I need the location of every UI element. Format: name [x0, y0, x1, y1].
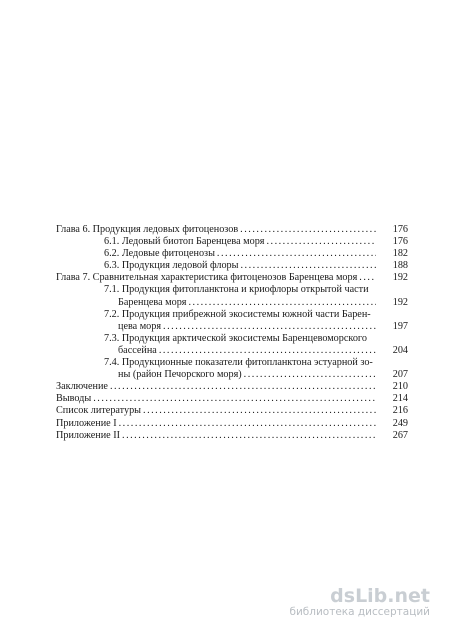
toc-page: 267	[392, 429, 408, 441]
toc-page: 197	[392, 320, 408, 332]
toc-page: 216	[392, 405, 408, 417]
toc-row-6-1	[56, 236, 408, 248]
watermark-title: dsLib.net	[330, 585, 430, 607]
toc-page: 176	[392, 236, 408, 248]
watermark-subtitle: библиотека диссертаций	[289, 606, 430, 618]
watermark-logo	[289, 586, 430, 618]
toc-leader	[93, 393, 376, 405]
toc-page: 192	[392, 296, 408, 308]
toc-leader	[110, 381, 376, 393]
toc-title: 7.3. Продукция арктической экосистемы Баренцевоморского	[104, 332, 367, 344]
toc-row-7-3-line2	[56, 345, 408, 357]
toc-row-6-2	[56, 248, 408, 260]
toc-title: Выводы	[56, 393, 92, 405]
toc-title: бассейна	[118, 344, 157, 356]
toc-page: 249	[392, 417, 408, 429]
toc-title: Приложение II	[56, 429, 121, 441]
toc-title: Заключение	[56, 381, 108, 393]
toc-leader	[122, 430, 376, 442]
toc-page: 188	[392, 260, 408, 272]
table-of-contents	[56, 224, 408, 442]
toc-row-7-2-line2	[56, 321, 408, 333]
toc-page: 176	[392, 224, 408, 235]
toc-row-7-3-line1	[56, 333, 408, 345]
toc-title: 6.1. Ледовый биотоп Баренцева моря	[104, 236, 265, 248]
toc-title: 7.2. Продукция прибрежной экосистемы южной части Барен-	[104, 308, 371, 320]
toc-title: Баренцева моря	[118, 296, 187, 308]
toc-row-conclusion	[56, 381, 408, 393]
toc-title: 7.1. Продукция фитопланктона и криофлоры открытой части	[104, 284, 369, 296]
toc-title: 6.3. Продукция ледовой флоры	[104, 260, 239, 272]
toc-title: ны (район Печорского моря)	[118, 369, 242, 381]
toc-row-appendix-2	[56, 430, 408, 442]
toc-leader	[163, 321, 376, 333]
toc-row-7-1-line2	[56, 297, 408, 309]
toc-leader	[244, 369, 376, 381]
toc-row-7-4-line2	[56, 369, 408, 381]
toc-row-7-1-line1	[56, 284, 408, 296]
toc-page: 192	[392, 272, 408, 284]
toc-page: 214	[392, 393, 408, 405]
toc-page: 182	[392, 248, 408, 260]
toc-row-findings	[56, 393, 408, 405]
toc-leader	[217, 248, 376, 260]
toc-title: Глава 6. Продукция ледовых фитоценозов	[56, 224, 239, 235]
toc-title: Глава 7. Сравнительная характеристика фитоценозов Баренцева моря	[56, 272, 358, 284]
toc-row-7-4-line1	[56, 357, 408, 369]
toc-title: Список литературы	[56, 405, 142, 417]
toc-row-chapter-7	[56, 272, 408, 284]
toc-page: 204	[392, 344, 408, 356]
toc-row-references	[56, 405, 408, 417]
toc-page: 210	[392, 381, 408, 393]
toc-leader	[188, 297, 376, 309]
toc-page: 207	[392, 369, 408, 381]
toc-row-appendix-1	[56, 418, 408, 430]
toc-leader	[241, 260, 377, 272]
toc-leader	[119, 418, 376, 430]
toc-leader	[159, 345, 376, 357]
toc-leader	[143, 405, 376, 417]
toc-row-6-3	[56, 260, 408, 272]
toc-title: Приложение I	[56, 417, 117, 429]
toc-leader	[266, 236, 376, 248]
toc-title: 6.2. Ледовые фитоценозы	[104, 248, 215, 260]
toc-leader	[359, 272, 376, 284]
toc-title: 7.4. Продукционные показатели фитопланктона эстуарной зо-	[104, 357, 373, 369]
toc-row-7-2-line1	[56, 309, 408, 321]
toc-title: цева моря	[118, 320, 162, 332]
toc-row-chapter-6	[56, 224, 408, 236]
toc-leader	[240, 224, 376, 236]
